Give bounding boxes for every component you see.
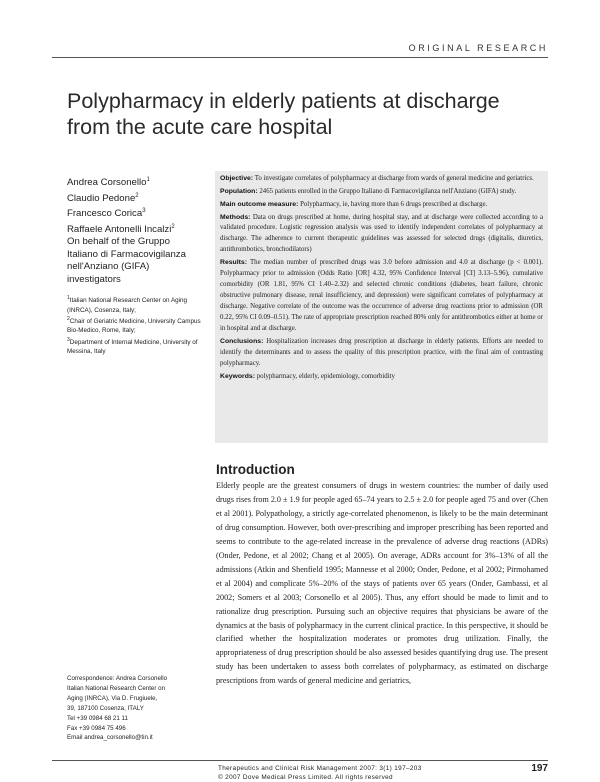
abstract-text: Polypharmacy, ie, having more than 6 drugs prescribed at discharge. bbox=[300, 200, 488, 208]
correspondence-block bbox=[67, 674, 207, 743]
abstract-section bbox=[220, 213, 543, 257]
abstract-text: 2465 patients enrolled in the Gruppo Italiano di Farmacovigilanza nell'Anziano (GIFA) study. bbox=[259, 187, 517, 195]
author-affiliation-marker: 2 bbox=[135, 192, 139, 199]
author-name bbox=[67, 221, 207, 237]
author-name bbox=[67, 274, 207, 286]
author-name-text: investigators bbox=[67, 273, 121, 285]
affiliation-text: Chair of Geriatric Medicine, University Campus Bio-Medico, Rome, Italy; bbox=[67, 318, 201, 335]
abstract-label: Results: bbox=[220, 259, 248, 267]
correspondence-line: Fax +39 0984 75 496 bbox=[67, 724, 126, 732]
abstract-label: Methods: bbox=[220, 213, 251, 221]
abstract-section bbox=[220, 337, 543, 370]
author-affiliation-marker: 3 bbox=[142, 208, 146, 215]
correspondence-line: Aging (INRCA), Via D. Frugiuele, bbox=[67, 694, 158, 702]
author-affiliation-marker: 2 bbox=[171, 223, 175, 230]
abstract-section bbox=[220, 200, 543, 211]
correspondence-line: Italian National Research Center on bbox=[67, 684, 166, 692]
affiliation-list bbox=[67, 294, 212, 357]
abstract-label: Conclusions: bbox=[220, 337, 264, 345]
article-title: Polypharmacy in elderly patients at discharge from the acute care hospital bbox=[67, 89, 500, 139]
author-list bbox=[67, 174, 207, 286]
author-affiliation-marker: 1 bbox=[146, 177, 150, 183]
abstract-text: To investigate correlates of polypharmacy at discharge from wards of general medicine and geriatrics. bbox=[254, 175, 534, 182]
correspondence-line: Tel +39 0984 68 21 11 bbox=[67, 714, 128, 722]
copyright-notice: © 2007 Dove Medical Press Limited. All rights reserved bbox=[218, 773, 393, 781]
abstract-section bbox=[220, 187, 543, 198]
author-name bbox=[67, 190, 207, 206]
author-name-text: Italiano di Farmacovigilanza bbox=[67, 248, 186, 260]
abstract-text: The median number of prescribed drugs was 3.0 before admission and 4.0 at discharge (p < 0.001). Polypharmacy prior to admission (Odds Ratio [OR] 4.32, 95% Confidence Interval [CI] 3.13–5.96), cumulative comorbidity (OR 1.81, 95% CI 1.40–2.32) and selected chronic conditions (diabetes, heart failure, chronic obstructive pulmonary disease, renal insufficiency, and depression) were significant correlates of polypharmacy at discharge. Negative correlate of the outcome was the occurrence of adverse drug reactions prior to admission (OR 0.22, 95% CI 0.09–0.51). The rate of appropriate prescription reached 80% only for antithrombotics either at home or in hospital and at discharge. bbox=[220, 259, 544, 332]
affiliation-item bbox=[67, 336, 212, 357]
author-name-text: nell'Anziano (GIFA) bbox=[67, 261, 150, 273]
abstract-label: Population: bbox=[220, 187, 258, 195]
header-divider bbox=[52, 57, 548, 58]
affiliation-item bbox=[67, 294, 212, 315]
abstract-label: Keywords: bbox=[220, 372, 255, 380]
author-name-text: Claudio Pedone bbox=[67, 192, 136, 204]
journal-reference: Therapeutics and Clinical Risk Management 2007: 3(1) 197–203 bbox=[218, 765, 422, 772]
abstract-text: Data on drugs prescribed at home, during hospital stay, and at discharge were collected according to a validated procedure. Logistic regression analysis was used to identify independent correlates of polypharmacy at discharge. The adherence to current therapeutic guidelines was assessed for selected drugs (digitalis, diuretics, antithrombotics, bronchodilators) bbox=[220, 213, 543, 254]
author-name-text: Andrea Corsonello bbox=[67, 177, 147, 189]
abstract-label: Objective: bbox=[220, 175, 254, 182]
abstract-text: polypharmacy, elderly, epidemiology, comorbidity bbox=[256, 372, 395, 380]
abstract-box bbox=[215, 171, 548, 443]
affiliation-item bbox=[67, 315, 212, 336]
author-name bbox=[67, 236, 207, 248]
affiliation-marker: 2 bbox=[67, 315, 70, 322]
abstract-text: Hospitalization increases drug prescription at discharge in elderly patients. Efforts are needed to identify the determinants and to assess the quality of this prescription practice, with the final aim of contrasting polypharmacy. bbox=[220, 337, 544, 367]
author-name bbox=[67, 174, 207, 190]
introduction-body: Elderly people are the greatest consumers of drugs in western countries: the number of daily used drugs rises from 2.0 ± 1.9 for people aged 65–74 years to 2.5 ± 2.0 for people aged 75 and over (Chen et al 2001). Polypathology, a strictly age-correlated phenomenon, is likely to be the main determinant of drug consumption. However, both over-prescribing and improper prescribing has been reported and seems to contribute to the age-related increase in the prevalence of adverse drug reactions (ADRs) (Onder, Pedone, et al 2002; Chang et al 2005). On average, ADRs account for 3%–13% of all the admissions (Atkin and Shenfield 1995; Mannesse et al 2000; Onder, Pedone, et al 2002; Pirmohamed et al 2004) and complicate 5%–20% of the stays of patients over 65 years (Onder, Gambassi, et al 2002; Somers et al 2003; Corsonello et al 2005). Thus, any effort should be made to limit and to rationalize drug prescription. Pursuing such an objective requires that physicians be aware of the dynamics at the basis of polypharmacy in the current clinical practice. In this perspective, it should be clarified whether the hospitalization moderates or promotes drug utilization. Finally, the appropriateness of drug prescription should be also assessed besides quantifying drug use. The present study has been undertaken to assess both correlates of polypharmacy, as estimated on discharge prescriptions from wards of general medicine and geriatrics, bbox=[216, 481, 548, 686]
section-label: ORIGINAL RESEARCH bbox=[408, 43, 548, 53]
introduction-heading: Introduction bbox=[216, 462, 295, 477]
page-number: 197 bbox=[531, 763, 548, 774]
affiliation-text: Department of Internal Medicine, University of Messina, Italy bbox=[67, 338, 198, 356]
author-name bbox=[67, 261, 207, 273]
abstract-section bbox=[220, 174, 543, 185]
author-name bbox=[67, 249, 207, 261]
author-name-text: On behalf of the Gruppo bbox=[67, 236, 170, 248]
affiliation-marker: 1 bbox=[67, 295, 70, 301]
correspondence-line: 39, 187100 Cosenza, ITALY bbox=[67, 704, 144, 712]
affiliation-text: Italian National Research Center on Aging (INRCA), Cosenza, Italy; bbox=[67, 297, 188, 314]
correspondence-line: Email andrea_corsonello@tin.it bbox=[67, 734, 153, 742]
footer-divider bbox=[52, 760, 548, 761]
author-name-text: Raffaele Antonelli Incalzi bbox=[67, 223, 172, 235]
abstract-label: Main outcome measure: bbox=[220, 200, 299, 208]
abstract-section bbox=[220, 372, 543, 383]
correspondence-line: Correspondence: Andrea Corsonello bbox=[67, 675, 168, 682]
author-name bbox=[67, 205, 207, 221]
abstract-section bbox=[220, 258, 543, 335]
affiliation-marker: 3 bbox=[67, 336, 70, 343]
author-name-text: Francesco Corica bbox=[67, 208, 143, 220]
journal-citation bbox=[218, 765, 422, 782]
